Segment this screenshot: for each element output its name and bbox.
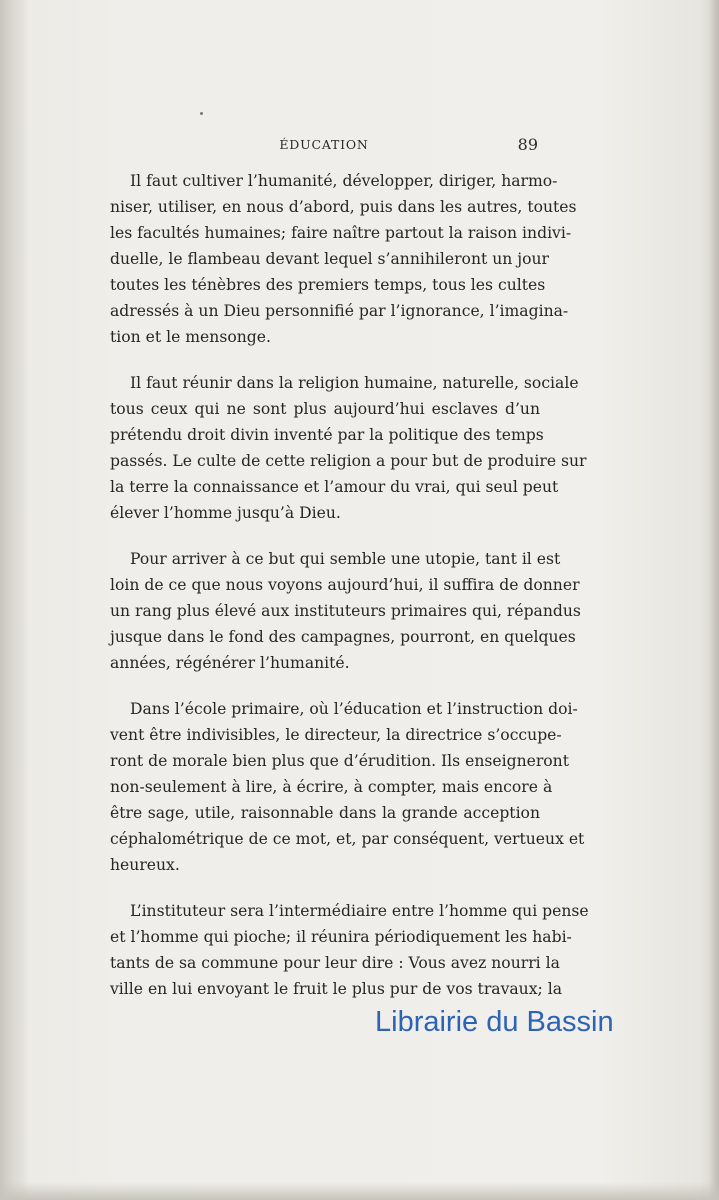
text-line: L’instituteur sera l’intermédiaire entre l’homme qui pense	[130, 902, 589, 920]
text-line: années, régénérer l’humanité.	[110, 654, 350, 672]
page-right-edge	[709, 0, 719, 1200]
text-line: tants de sa commune pour leur dire : Vous avez nourri la	[110, 954, 560, 972]
text-line: élever l’homme jusqu’à Dieu.	[110, 504, 341, 522]
text-line: adressés à un Dieu personnifié par l’ignorance, l’imagina-	[110, 302, 569, 320]
text-line: Dans l’école primaire, où l’éducation et l’instruction doi-	[130, 700, 578, 718]
body-text	[110, 168, 589, 1022]
paragraph-2	[110, 370, 587, 526]
text-line: duelle, le flambeau devant lequel s’annihileront un jour	[110, 250, 549, 268]
page-number: 89	[517, 135, 538, 154]
text-line: les facultés humaines; faire naître partout la raison indivi-	[110, 224, 572, 242]
text-line: Il faut réunir dans la religion humaine, naturelle, sociale	[130, 374, 579, 392]
text-line: ront de morale bien plus que d’érudition. Ils enseigneront	[110, 752, 569, 770]
text-line: prétendu droit divin inventé par la politique des temps	[110, 426, 544, 444]
page-bottom-edge	[0, 1182, 719, 1200]
text-line: non-seulement à lire, à écrire, à compter, mais encore à	[110, 778, 553, 796]
text-line: tous ceux qui ne sont plus aujourd’hui esclaves d’un	[110, 400, 540, 418]
page-header	[110, 137, 538, 157]
text-line: tion et le mensonge.	[110, 328, 271, 346]
text-line: être sage, utile, raisonnable dans la grande acception	[110, 804, 540, 822]
text-line: Pour arriver à ce but qui semble une utopie, tant il est	[130, 550, 561, 568]
text-line: ville en lui envoyant le fruit le plus pur de vos travaux; la	[110, 980, 563, 998]
text-line: passés. Le culte de cette religion a pour but de produire sur	[110, 452, 587, 470]
text-line: heureux.	[110, 856, 180, 874]
paper-speck	[200, 112, 203, 115]
paragraph-1	[110, 168, 577, 350]
page-binding-shadow	[0, 0, 28, 1200]
text-line: la terre la connaissance et l’amour du vrai, qui seul peut	[110, 478, 559, 496]
text-line: niser, utiliser, en nous d’abord, puis dans les autres, toutes	[110, 198, 577, 216]
running-head: ÉDUCATION	[279, 137, 369, 152]
paragraph-3	[110, 546, 581, 676]
bookseller-watermark: Librairie du Bassin	[375, 1006, 614, 1038]
text-line: et l’homme qui pioche; il réunira périodiquement les habi-	[110, 928, 572, 946]
text-line: Il faut cultiver l’humanité, développer, diriger, harmo-	[130, 172, 558, 190]
text-line: un rang plus élevé aux instituteurs primaires qui, répandus	[110, 602, 581, 620]
paragraph-4	[110, 696, 585, 878]
paragraph-5	[110, 898, 589, 1002]
text-line: jusque dans le fond des campagnes, pourront, en quelques	[110, 628, 576, 646]
text-line: céphalométrique de ce mot, et, par conséquent, vertueux et	[110, 830, 585, 848]
text-line: vent être indivisibles, le directeur, la directrice s’occupe-	[110, 726, 562, 744]
text-line: loin de ce que nous voyons aujourd’hui, il suffira de donner	[110, 576, 580, 594]
text-line: toutes les ténèbres des premiers temps, tous les cultes	[110, 276, 546, 294]
